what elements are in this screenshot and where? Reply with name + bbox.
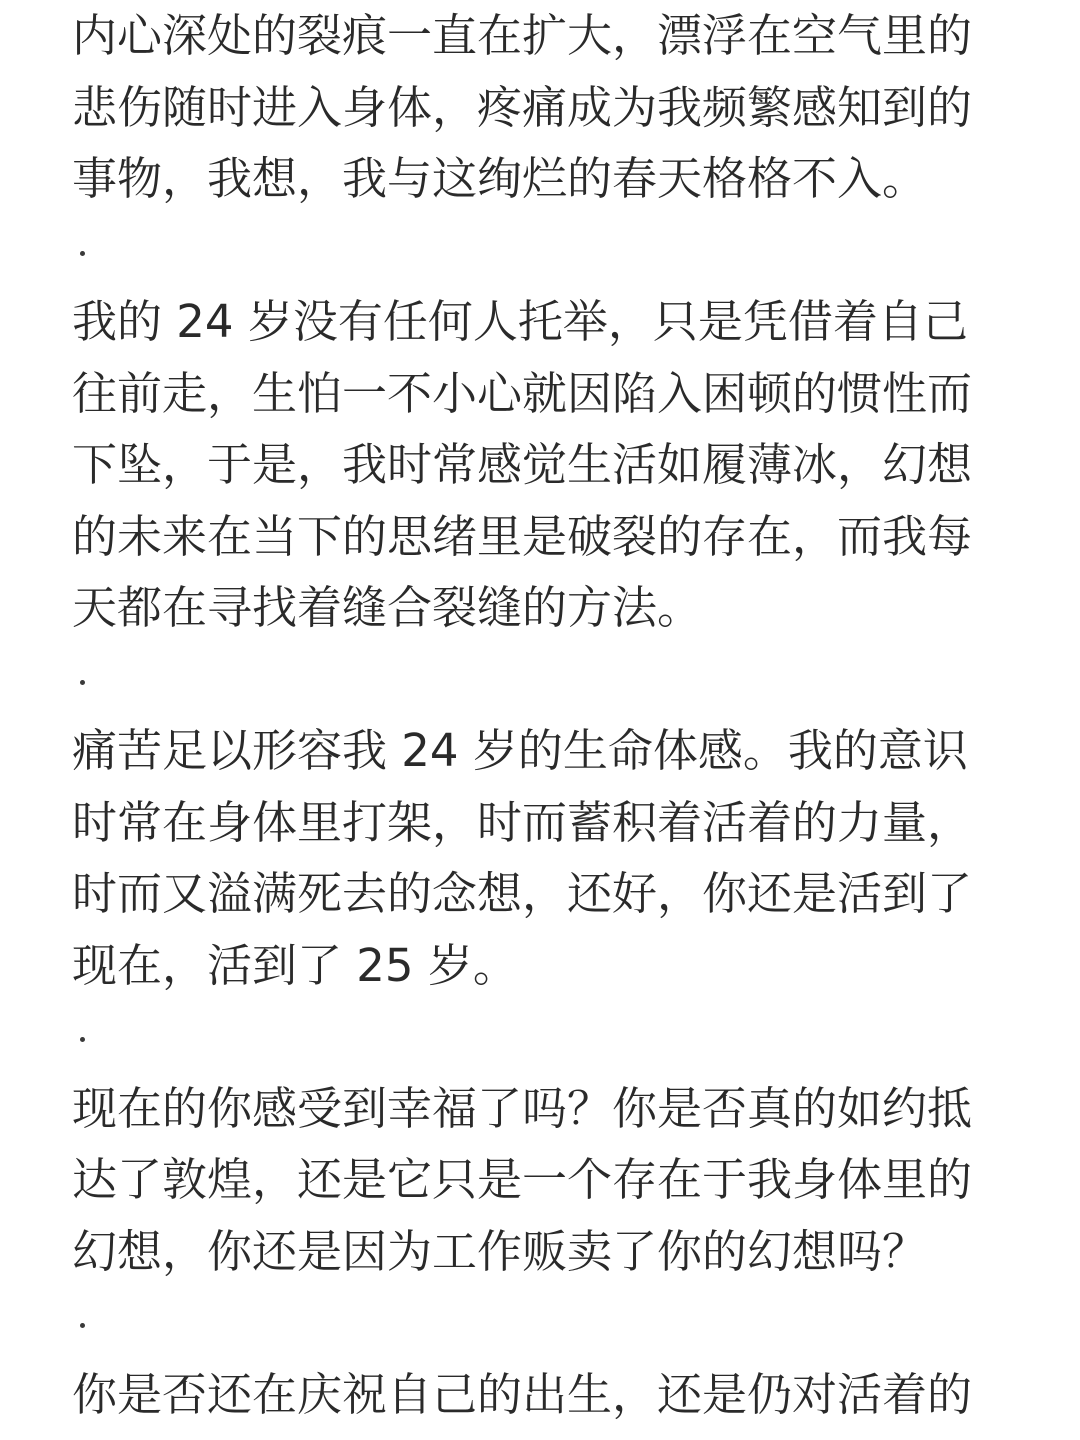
text-line: 现在的你感受到幸福了吗？你是否真的如约抵 [72, 1081, 973, 1135]
text-line: 天都在寻找着缝合裂缝的方法。 [72, 581, 703, 634]
separator-dot [80, 680, 85, 685]
section-separator [72, 1001, 1012, 1073]
paragraph-1 [72, 0, 1012, 215]
paragraph-2 [72, 286, 1012, 644]
text-line: 事物，我想，我与这绚烂的春天格格不入。 [72, 152, 928, 205]
paragraph-5 [72, 1359, 1012, 1431]
article-body [72, 0, 1012, 1430]
text-line: 下坠，于是，我时常感觉生活如履薄冰，幻想 [72, 438, 973, 491]
text-line: 痛苦足以形容我 24 岁的生命体感。我的意识 [72, 724, 968, 777]
text-line: 悲伤随时进入身体，疼痛成为我频繁感知到的 [72, 80, 973, 134]
text-line: 的未来在当下的思绪里是破裂的存在，而我每 [72, 509, 973, 563]
separator-dot [80, 251, 85, 256]
text-line: 时而又溢满死去的念想，还好，你还是活到了 [72, 867, 973, 920]
text-line: 我的 24 岁没有任何人托举，只是凭借着自己 [72, 295, 968, 348]
separator-dot [80, 1037, 85, 1042]
paragraph-4 [72, 1073, 1012, 1288]
text-line: 你是否还在庆祝自己的出生，还是仍对活着的 [72, 1367, 973, 1421]
separator-dot [80, 1323, 85, 1328]
section-separator [72, 644, 1012, 716]
text-line: 达了敦煌，还是它只是一个存在于我身体里的 [72, 1153, 973, 1206]
text-line: 往前走，生怕一不小心就因陷入困顿的惯性而 [72, 366, 973, 420]
section-separator [72, 1287, 1012, 1359]
text-line: 时常在身体里打架，时而蓄积着活着的力量， [72, 795, 973, 849]
paragraph-3 [72, 715, 1012, 1001]
text-line: 幻想，你还是因为工作贩卖了你的幻想吗？ [72, 1224, 928, 1278]
section-separator [72, 215, 1012, 287]
text-line: 现在，活到了 25 岁。 [72, 938, 518, 992]
text-line: 内心深处的裂痕一直在扩大，漂浮在空气里的 [72, 9, 973, 62]
